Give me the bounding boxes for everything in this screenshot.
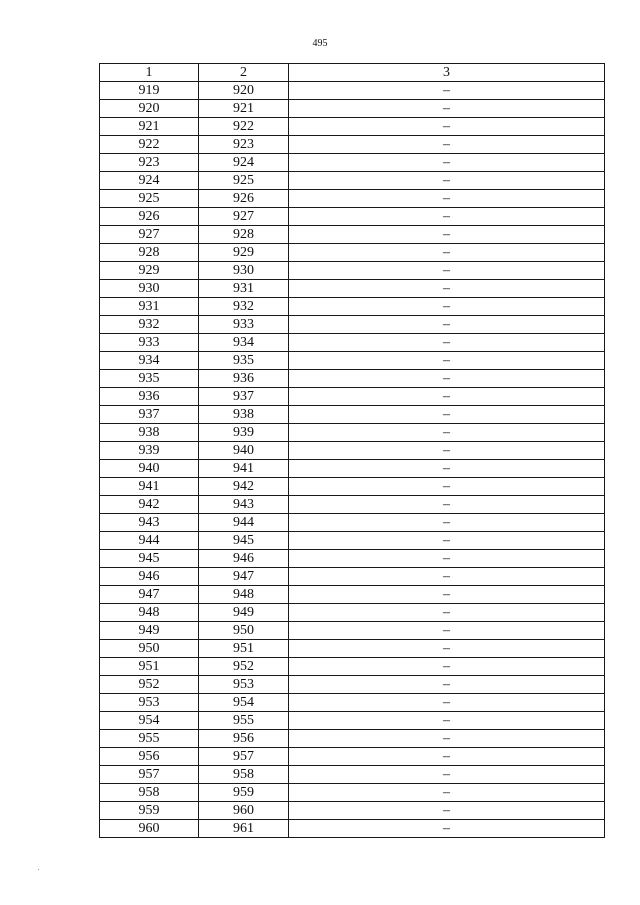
page-number: 495: [312, 38, 328, 49]
table-cell-col-3: –: [289, 118, 605, 136]
table-cell-col-3: –: [289, 658, 605, 676]
table-cell-col-3: –: [289, 730, 605, 748]
table-cell-col-2: 929: [199, 244, 289, 262]
table-row: [100, 586, 605, 604]
table-cell-col-3: –: [289, 226, 605, 244]
table-cell-col-2: 957: [199, 748, 289, 766]
table-cell-col-3: –: [289, 172, 605, 190]
table-cell-col-2: 961: [199, 820, 289, 838]
table-cell-col-1: 922: [100, 136, 199, 154]
table-row: [100, 262, 605, 280]
table-cell-col-3: –: [289, 622, 605, 640]
table-cell-col-2: 953: [199, 676, 289, 694]
table-cell-col-2: 924: [199, 154, 289, 172]
scan-speck: [38, 869, 39, 870]
table-cell-col-2: 927: [199, 208, 289, 226]
table-row: [100, 658, 605, 676]
table-cell-col-1: 924: [100, 172, 199, 190]
table-cell-col-2: 955: [199, 712, 289, 730]
table-cell-col-2: 960: [199, 802, 289, 820]
table-cell-col-1: 925: [100, 190, 199, 208]
table-row: [100, 298, 605, 316]
table-cell-col-3: –: [289, 100, 605, 118]
table-row: [100, 784, 605, 802]
table-cell-col-3: –: [289, 802, 605, 820]
table-row: [100, 514, 605, 532]
table-cell-col-1: 957: [100, 766, 199, 784]
table-row: [100, 820, 605, 838]
table-cell-col-2: 946: [199, 550, 289, 568]
table-cell-col-2: 942: [199, 478, 289, 496]
header-cell-col-3: 3: [289, 64, 605, 82]
table-cell-col-1: 943: [100, 514, 199, 532]
table-cell-col-3: –: [289, 766, 605, 784]
table-cell-col-1: 931: [100, 298, 199, 316]
table-cell-col-1: 952: [100, 676, 199, 694]
table-cell-col-2: 925: [199, 172, 289, 190]
table-row: [100, 82, 605, 100]
table-row: [100, 478, 605, 496]
table-row: [100, 334, 605, 352]
table-row: [100, 640, 605, 658]
table-row: [100, 388, 605, 406]
table-row: [100, 730, 605, 748]
table-cell-col-3: –: [289, 82, 605, 100]
table-cell-col-2: 943: [199, 496, 289, 514]
table-cell-col-2: 952: [199, 658, 289, 676]
table-cell-col-3: –: [289, 334, 605, 352]
table-cell-col-3: –: [289, 316, 605, 334]
table-cell-col-1: 932: [100, 316, 199, 334]
table-row: [100, 406, 605, 424]
header-cell-col-1: 1: [100, 64, 199, 82]
table-row: [100, 208, 605, 226]
table-cell-col-3: –: [289, 460, 605, 478]
table-cell-col-2: 945: [199, 532, 289, 550]
table-cell-col-1: 921: [100, 118, 199, 136]
table-cell-col-2: 958: [199, 766, 289, 784]
table-cell-col-1: 936: [100, 388, 199, 406]
table-row: [100, 136, 605, 154]
table-row: [100, 712, 605, 730]
table-cell-col-2: 931: [199, 280, 289, 298]
table-row: [100, 352, 605, 370]
table-cell-col-3: –: [289, 676, 605, 694]
table-cell-col-1: 928: [100, 244, 199, 262]
table-cell-col-2: 926: [199, 190, 289, 208]
table-cell-col-1: 927: [100, 226, 199, 244]
table-cell-col-2: 923: [199, 136, 289, 154]
table-cell-col-2: 951: [199, 640, 289, 658]
table-cell-col-1: 953: [100, 694, 199, 712]
table-row: [100, 622, 605, 640]
table-row: [100, 676, 605, 694]
table-cell-col-3: –: [289, 478, 605, 496]
table-row: [100, 190, 605, 208]
table-cell-col-2: 938: [199, 406, 289, 424]
table-cell-col-3: –: [289, 550, 605, 568]
table-cell-col-1: 935: [100, 370, 199, 388]
table-cell-col-1: 929: [100, 262, 199, 280]
table-cell-col-1: 955: [100, 730, 199, 748]
table-cell-col-2: 934: [199, 334, 289, 352]
table-cell-col-1: 951: [100, 658, 199, 676]
table-cell-col-2: 954: [199, 694, 289, 712]
table-cell-col-2: 947: [199, 568, 289, 586]
table-cell-col-1: 933: [100, 334, 199, 352]
table-cell-col-1: 926: [100, 208, 199, 226]
table-cell-col-1: 949: [100, 622, 199, 640]
table-cell-col-3: –: [289, 280, 605, 298]
table-cell-col-3: –: [289, 370, 605, 388]
table-cell-col-3: –: [289, 640, 605, 658]
table-cell-col-3: –: [289, 694, 605, 712]
table-cell-col-3: –: [289, 388, 605, 406]
table-cell-col-1: 945: [100, 550, 199, 568]
table-cell-col-2: 932: [199, 298, 289, 316]
table-cell-col-3: –: [289, 136, 605, 154]
table-cell-col-3: –: [289, 496, 605, 514]
table-row: [100, 154, 605, 172]
table-cell-col-2: 936: [199, 370, 289, 388]
table-cell-col-1: 942: [100, 496, 199, 514]
table-row: [100, 280, 605, 298]
table-row: [100, 550, 605, 568]
table-cell-col-2: 930: [199, 262, 289, 280]
table-cell-col-1: 937: [100, 406, 199, 424]
table-cell-col-2: 950: [199, 622, 289, 640]
table-cell-col-3: –: [289, 712, 605, 730]
data-table: [99, 63, 605, 838]
table-row: [100, 748, 605, 766]
table-cell-col-3: –: [289, 190, 605, 208]
table-cell-col-3: –: [289, 784, 605, 802]
table-row: [100, 568, 605, 586]
table-row: [100, 532, 605, 550]
table-cell-col-1: 946: [100, 568, 199, 586]
table-row: [100, 172, 605, 190]
table-cell-col-1: 958: [100, 784, 199, 802]
table-row: [100, 802, 605, 820]
table-cell-col-1: 934: [100, 352, 199, 370]
table-cell-col-3: –: [289, 442, 605, 460]
table-cell-col-1: 920: [100, 100, 199, 118]
table-cell-col-1: 960: [100, 820, 199, 838]
table-cell-col-3: –: [289, 244, 605, 262]
table-cell-col-1: 948: [100, 604, 199, 622]
table-cell-col-1: 939: [100, 442, 199, 460]
table-cell-col-1: 919: [100, 82, 199, 100]
table-row: [100, 244, 605, 262]
table-cell-col-2: 920: [199, 82, 289, 100]
table-cell-col-3: –: [289, 352, 605, 370]
table-cell-col-3: –: [289, 208, 605, 226]
header-row: [100, 64, 605, 82]
table-cell-col-3: –: [289, 424, 605, 442]
table-cell-col-2: 941: [199, 460, 289, 478]
table-cell-col-3: –: [289, 748, 605, 766]
table-cell-col-1: 956: [100, 748, 199, 766]
table-row: [100, 766, 605, 784]
table-cell-col-3: –: [289, 262, 605, 280]
table-cell-col-2: 959: [199, 784, 289, 802]
table-row: [100, 694, 605, 712]
table-cell-col-1: 938: [100, 424, 199, 442]
table-row: [100, 100, 605, 118]
table-cell-col-2: 944: [199, 514, 289, 532]
table-cell-col-3: –: [289, 298, 605, 316]
table-cell-col-2: 937: [199, 388, 289, 406]
table-row: [100, 442, 605, 460]
table-cell-col-2: 949: [199, 604, 289, 622]
table-row: [100, 424, 605, 442]
table-cell-col-1: 941: [100, 478, 199, 496]
table-cell-col-2: 956: [199, 730, 289, 748]
table-cell-col-3: –: [289, 820, 605, 838]
table-cell-col-3: –: [289, 532, 605, 550]
table-row: [100, 604, 605, 622]
table-cell-col-1: 950: [100, 640, 199, 658]
table-cell-col-2: 939: [199, 424, 289, 442]
table-cell-col-3: –: [289, 604, 605, 622]
table-cell-col-2: 922: [199, 118, 289, 136]
table-cell-col-3: –: [289, 406, 605, 424]
table-cell-col-1: 954: [100, 712, 199, 730]
table-header: [100, 64, 605, 82]
header-cell-col-2: 2: [199, 64, 289, 82]
table-cell-col-2: 928: [199, 226, 289, 244]
table-cell-col-3: –: [289, 586, 605, 604]
table-row: [100, 118, 605, 136]
table-cell-col-2: 948: [199, 586, 289, 604]
table-row: [100, 316, 605, 334]
table-cell-col-3: –: [289, 154, 605, 172]
table-cell-col-2: 935: [199, 352, 289, 370]
table-row: [100, 496, 605, 514]
table-body: [100, 82, 605, 838]
table-cell-col-2: 921: [199, 100, 289, 118]
table-cell-col-3: –: [289, 568, 605, 586]
table-cell-col-3: –: [289, 514, 605, 532]
table-cell-col-1: 944: [100, 532, 199, 550]
table-cell-col-1: 923: [100, 154, 199, 172]
table-cell-col-1: 930: [100, 280, 199, 298]
table-cell-col-2: 933: [199, 316, 289, 334]
table-row: [100, 370, 605, 388]
table-row: [100, 226, 605, 244]
table-cell-col-1: 959: [100, 802, 199, 820]
table-cell-col-1: 947: [100, 586, 199, 604]
table-row: [100, 460, 605, 478]
table-cell-col-2: 940: [199, 442, 289, 460]
table-cell-col-1: 940: [100, 460, 199, 478]
